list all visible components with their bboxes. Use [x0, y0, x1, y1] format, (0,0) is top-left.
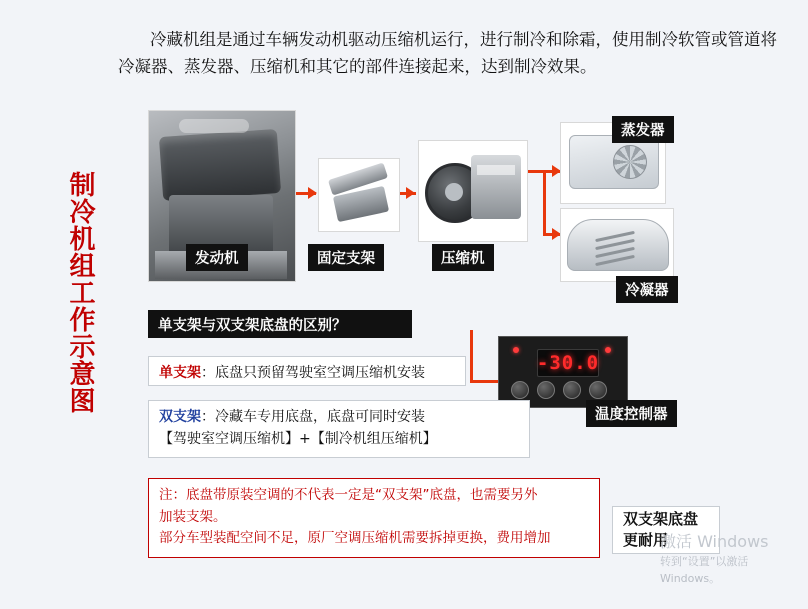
arrow-engine-to-bracket: [308, 187, 317, 199]
condenser-caption: 冷凝器: [616, 276, 678, 303]
bracket-photo: [318, 158, 400, 232]
controller-knob-4[interactable]: [589, 381, 607, 399]
watermark-line-2: 转到“设置”以激活 Windows。: [660, 555, 749, 585]
controller-knob-2[interactable]: [537, 381, 555, 399]
note-line-1: 注：底盘带原装空调的不代表一定是“双支架”底盘，也需要另外: [159, 487, 538, 503]
arrow-bracket-to-compressor: [406, 187, 415, 199]
single-bracket-label: 单支架: [159, 365, 201, 381]
connector-controller-vertical: [470, 330, 473, 382]
page-title: 制冷机组工作示意图: [65, 170, 95, 414]
bracket-caption: 固定支架: [308, 244, 384, 271]
temperature-controller-photo: [498, 336, 628, 408]
durable-callout: 双支架底盘更耐用: [612, 506, 720, 554]
intro-paragraph: 冷藏机组是通过车辆发动机驱动压缩机运行，进行制冷和除霜，使用制冷软管或管道将冷凝器、蒸发器、压缩机和其它的部件连接起来，达到制冷效果。: [118, 30, 777, 77]
fan-icon: [613, 145, 647, 179]
engine-shape-top: [159, 129, 281, 201]
single-bracket-text: ：底盘只预留驾驶室空调压缩机安装: [201, 365, 425, 381]
double-bracket-text-1: ：冷藏车专用底盘，底盘可同时安装: [201, 409, 425, 425]
single-bracket-panel: [148, 356, 466, 386]
compressor-caption: 压缩机: [432, 244, 494, 271]
engine-caption: 发动机: [186, 244, 248, 271]
question-bar: 单支架与双支架底盘的区别？: [148, 310, 412, 338]
controller-knob-3[interactable]: [563, 381, 581, 399]
controller-caption: 温度控制器: [586, 400, 677, 427]
double-bracket-panel: [148, 400, 530, 458]
double-bracket-label: 双支架: [159, 409, 201, 425]
controller-led-2: [605, 347, 611, 353]
windows-activation-watermark: [660, 530, 800, 587]
compressor-body: [471, 155, 521, 219]
compressor-photo: [418, 140, 528, 242]
controller-knob-1[interactable]: [511, 381, 529, 399]
note-line-3: 部分车型装配空间不足，原厂空调压缩机需要拆掉更换，费用增加: [159, 530, 551, 547]
note-panel: [148, 478, 600, 558]
connector-split-vertical: [543, 170, 546, 236]
watermark-line-1: 激活 Windows: [660, 532, 769, 551]
double-bracket-text-2: 【驾驶室空调压缩机】+【制冷机组压缩机】: [159, 430, 437, 447]
controller-led-1: [513, 347, 519, 353]
engine-highlight: [179, 119, 249, 133]
evaporator-caption: 蒸发器: [612, 116, 674, 143]
controller-display: -30.0: [537, 349, 599, 377]
note-line-2: 加装支架。: [159, 508, 227, 525]
connector-controller-horizontal: [470, 380, 500, 383]
condenser-photo: [560, 208, 674, 282]
